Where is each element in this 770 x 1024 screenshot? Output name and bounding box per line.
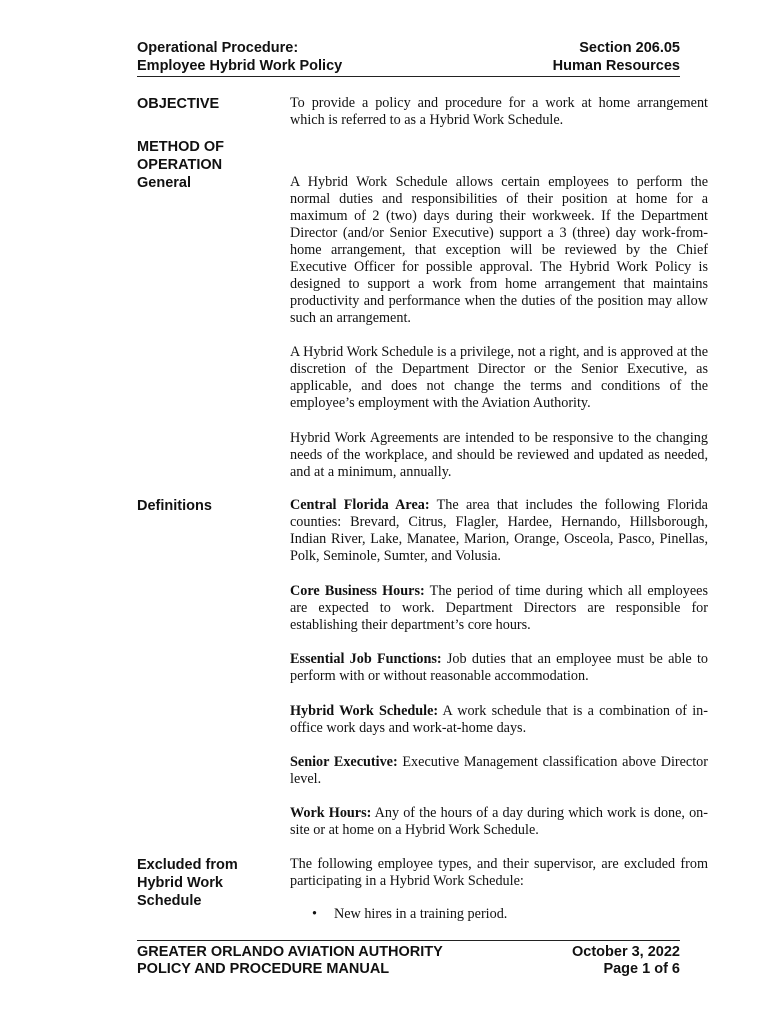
general-paragraph-2: A Hybrid Work Schedule is a privilege, not a right, and is approved at the discretion of the Department Director or the Senior Executive, as applicable, and does not change the terms and conditions of the employee’s employment with the Aviation Authority. [290,344,708,411]
definition-text: Any of the hours of a day during which work is done, on-site or at home on a Hybrid Work Schedule. [290,805,708,838]
excluded-label-line2: Hybrid Work [137,875,223,891]
footer-left [137,944,443,978]
definition-item [290,754,708,788]
document-date: October 3, 2022 [572,944,680,960]
page-footer [137,940,680,981]
page-number: Page 1 of 6 [603,961,680,977]
organization-name: GREATER ORLANDO AVIATION AUTHORITY [137,944,443,960]
bullet-icon: • [312,906,317,922]
definition-item [290,583,708,634]
definition-text: The area that includes the following Florida counties: Brevard, Citrus, Flagler, Hardee, Hernando, Hillsborough, Indian River, Lake, Manatee, Marion, Orange, Osceola, Pasco, Pinellas, Polk, Seminole, Sumter, and Volusia. [290,497,708,564]
definitions-label: Definitions [137,498,212,514]
objective-text: To provide a policy and procedure for a work at home arrangement which is referred to as a Hybrid Work Schedule. [290,95,708,128]
procedure-label: Operational Procedure: [137,40,299,56]
definition-text: A work schedule that is a combination of in-office work days and work-at-home days. [290,703,708,736]
definition-text: Executive Management classification above Director level. [290,754,708,787]
definition-term: Hybrid Work Schedule: [290,703,439,719]
page-header [137,39,680,77]
definition-item [290,497,708,565]
method-label-line1: METHOD OF [137,139,224,155]
header-right [553,39,680,75]
department-name: Human Resources [552,58,680,74]
excluded-label [137,856,238,910]
header-left [137,39,342,75]
bullet-text: New hires in a training period. [334,906,508,922]
general-paragraph-3: Hybrid Work Agreements are intended to be responsive to the changing needs of the workplace, and should be reviewed and updated as needed, and at a minimum, annually. [290,430,708,480]
method-label [137,138,224,192]
manual-name: POLICY AND PROCEDURE MANUAL [137,961,390,977]
definition-item [290,703,708,737]
definition-item [290,805,708,839]
excluded-label-line1: Excluded from [137,857,238,873]
excluded-label-line3: Schedule [137,893,202,909]
method-label-line2: OPERATION [137,157,223,173]
definition-term: Senior Executive: [290,754,398,770]
general-label: General [137,175,191,191]
general-paragraph-1: A Hybrid Work Schedule allows certain employees to perform the normal duties and responsibilities of their position at home for a maximum of 2 (two) days during their workweek. If the Department Director (and/or Senior Executive) support a 3 (three) day work-from-home arrangement, that exception will be reviewed by the Chief Executive Officer for possible approval. The Hybrid Work Policy is designed to support a work from home arrangement that maintains productivity and performance when the duties of the position may allow such an arrangement. [290,174,708,326]
definition-term: Central Florida Area: [290,497,430,513]
definition-text: The period of time during which all employees are expected to work. Department Directors are responsible for establishing their department’s core hours. [290,583,708,633]
excluded-text: The following employee types, and their supervisor, are excluded from participating in a Hybrid Work Schedule: [290,856,708,889]
section-number: Section 206.05 [579,40,680,56]
definition-term: Work Hours: [290,805,372,821]
definition-term: Essential Job Functions: [290,651,442,667]
objective-label: OBJECTIVE [137,96,220,112]
policy-title: Employee Hybrid Work Policy [137,58,343,74]
definition-item [290,651,708,685]
definition-text: Job duties that an employee must be able to perform with or without reasonable accommodation. [290,651,708,684]
footer-right [572,944,680,978]
definition-term: Core Business Hours: [290,583,425,599]
